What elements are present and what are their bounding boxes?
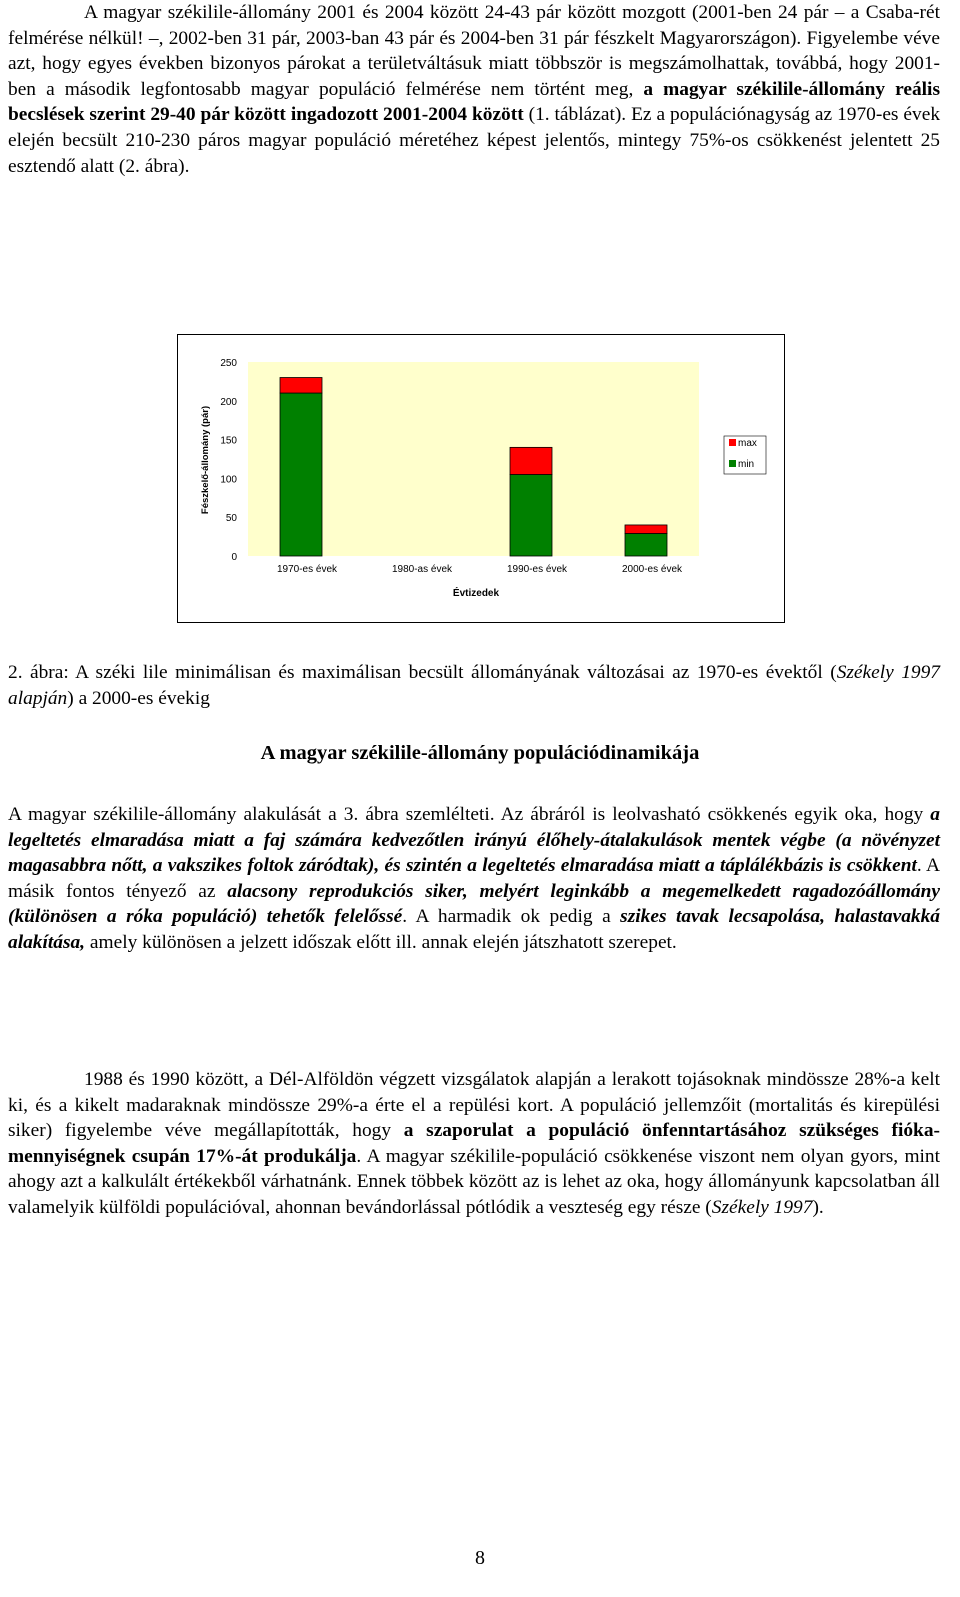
paragraph-2: A magyar székilile-állomány alakulását a 3. ábra szemlélteti. Az ábráról is leolvasható csökkenés egyik oka, hogy a legeltetés elmaradása miatt a faj számára kedvezőtlen irányú élőhely-átalakulások mentek végbe (a növényzet magasabbra nőtt, a vakszikes foltok záródtak), és szintén a legeltetés elmaradása miatt a táplálékbázis is csökkent. A másik fontos tényező az alacsony reprodukciós siker, melyért leginkább a megemelkedett ragadozóállomány (különösen a róka populáció) tehetők felelőssé. A harmadik ok pedig a szikes tavak lecsapolása, halastavakká alakítása, amely különösen a jelzett időszak előtt ill. annak elején játszhatott szerepet. <box>8 804 940 953</box>
legend-swatch <box>729 460 736 467</box>
y-tick-label: 0 <box>231 552 237 563</box>
x-tick-label: 2000-es évek <box>621 564 683 575</box>
bar-min <box>510 475 552 556</box>
figure-2-chart <box>177 334 785 635</box>
y-tick-label: 250 <box>220 358 237 369</box>
bar-min <box>625 533 667 556</box>
page-number: 8 <box>475 1547 485 1569</box>
legend-label: max <box>738 438 757 449</box>
y-tick-label: 200 <box>220 396 237 408</box>
bar-min <box>280 393 322 556</box>
bar-max <box>625 525 667 534</box>
chart-svg <box>177 334 785 635</box>
x-axis-label: Évtizedek <box>452 588 500 599</box>
document-page <box>8 0 940 179</box>
y-tick-label: 50 <box>225 513 237 525</box>
paragraph-3: 1988 és 1990 között, a Dél-Alföldön végzett vizsgálatok alapján a lerakott tojásoknak mindössze 28%-a kelt ki, és a kikelt madaraknak mindössze 29%-a érte el a repülési kort. A populáció jellemzőit (mortalitás és kirepülési siker) figyelembe véve megállapították, hogy a szaporulat a populáció önfenntartásához szükséges fióka-mennyiségnek csupán 17%-át produkálja. A magyar székilile-populáció csökkenése viszont nem olyan gyors, mint ahogy azt a kalkulált értékekből várhatnánk. Ennek többek között az is lehet az oka, hogy állományunk kapcsolatban áll valamelyik külföldi populációval, ahonnan bevándorlással pótlódik a veszteség egy része (Székely 1997). <box>8 1069 941 1218</box>
y-axis-label: Fészkelő-állomány (pár) <box>200 405 211 515</box>
bar-max <box>510 447 552 474</box>
legend <box>724 436 766 474</box>
section-heading: A magyar székilile-állomány populációdinamikája <box>260 742 700 764</box>
legend-label: min <box>738 459 755 470</box>
x-tick-label: 1980-as évek <box>391 564 453 575</box>
x-tick-label: 1990-es évek <box>506 564 568 575</box>
y-tick-label: 100 <box>220 474 237 486</box>
bar-max <box>280 378 322 394</box>
paragraph-1: A magyar székilile-állomány 2001 és 2004 között 24-43 pár között mozgott (2001-ben 24 pár – a Csaba-rét felmérése nélkül! –, 2002-ben 31 pár, 2003-ban 43 pár és 2004-ben 31 pár fészkelt Magyarországon). Figyelembe véve azt, hogy egyes években bizonyos párokat a területváltásuk miatt többször is megszámolhattak, továbbá, hogy 2001-ben a második legfontosabb magyar populáció felmérése nem történt meg, a magyar székilile-állomány reális becslések szerint 29-40 pár között ingadozott 2001-2004 között (1. táblázat). Ez a populációnagyság az 1970-es évek elején becsült 210-230 páros magyar populáció méretéhez képest jelentős, mintegy 75%-os csökkenést jelentett 25 esztendő alatt (2. ábra). <box>8 2 941 177</box>
figure-caption: 2. ábra: A széki lile minimálisan és maximálisan becsült állományának változásai az 1970-es évektől (Székely 1997 alapján) a 2000-es évekig <box>8 662 940 709</box>
x-tick-label: 1970-es évek <box>276 564 338 575</box>
legend-swatch <box>729 439 736 446</box>
y-tick-label: 150 <box>220 435 237 447</box>
